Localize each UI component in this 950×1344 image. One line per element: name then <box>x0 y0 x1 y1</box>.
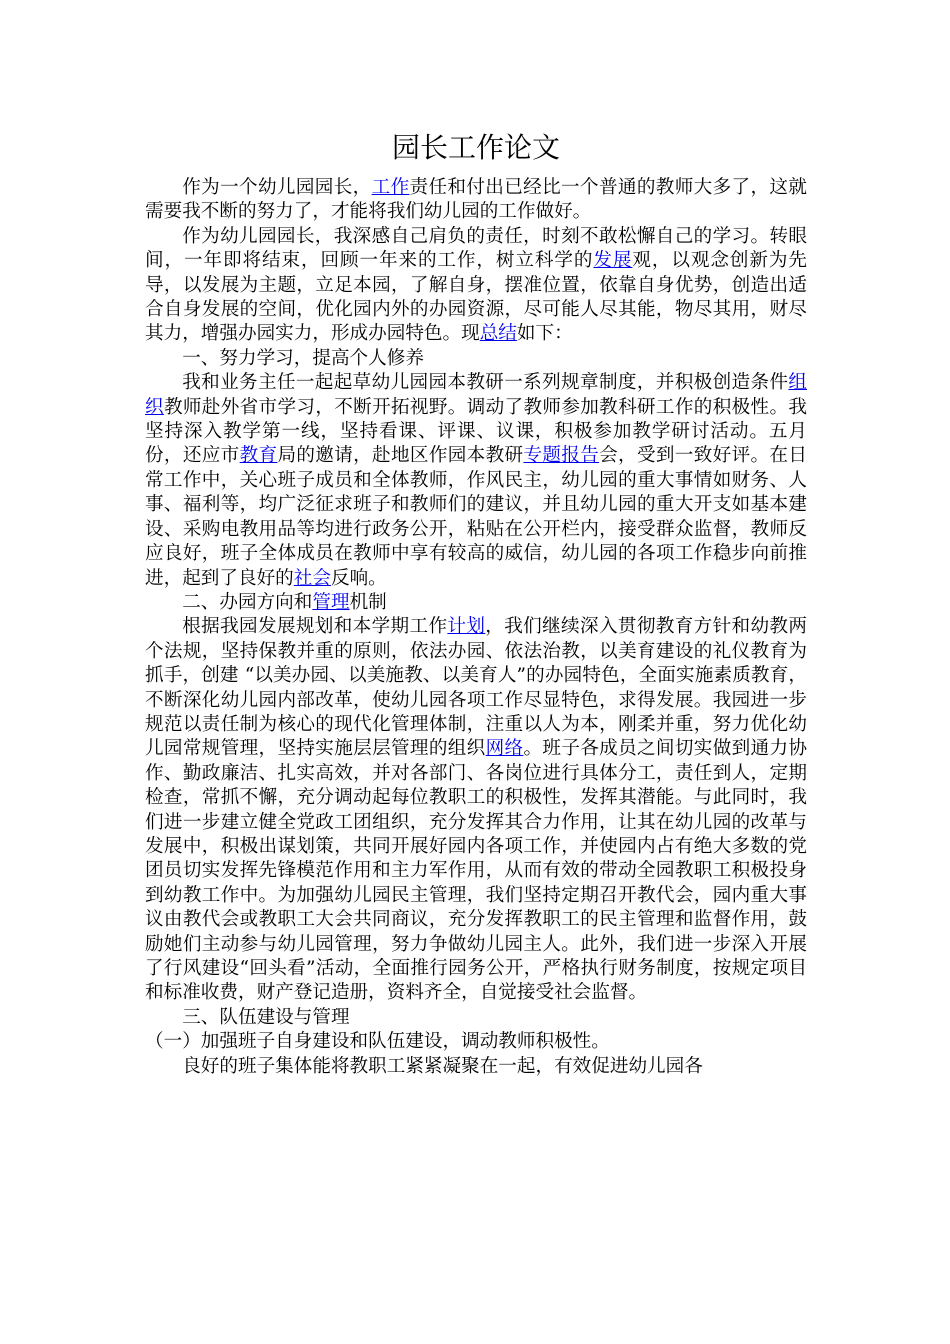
link-network[interactable]: 网络 <box>485 738 524 760</box>
link-summary[interactable]: 总结 <box>479 323 517 345</box>
text-run: 根据我园发展规划和本学期工作 <box>182 616 448 638</box>
text-run: 作为一个幼儿园园长， <box>182 177 372 198</box>
link-special-report[interactable]: 专题报告 <box>523 445 600 467</box>
text-run: 作为幼儿园园长，我深感自己肩负的责任，时刻不敢松懈自己的学习。转眼间，一年即将结束，回顾一年来的工作，树立科学的 <box>145 225 807 272</box>
text-run: 责任和付出已经比一个普通的教师大多了，这就需要我不断的努力了，才能将我们幼儿园的工作做好。 <box>145 177 807 223</box>
link-plan[interactable]: 计划 <box>447 616 486 638</box>
paragraph-intro <box>145 176 807 225</box>
paragraph-reflection <box>145 225 807 347</box>
link-education[interactable]: 教育 <box>239 445 278 467</box>
text-run: 会，受到一致好评。在日常工作中，关心班子成员和全体教师，作风民主，幼儿园的重大事情如财务、人事、福利等，均广泛征求班子和教师们的建议，并且幼儿园的重大开支如基本建设、采购电教用品等均进行政务公开，粘贴在公开栏内，接受群众监督，教师反应良好，班子全体成员在教师中享有较高的威信，幼儿园的各项工作稳步向前推进，起到了良好的 <box>145 445 807 589</box>
link-work[interactable]: 工作 <box>371 177 410 198</box>
text-run: ，我们继续深入贯彻教育方针和幼教两个法规，坚持保教并重的原则，依法办园、依法治教，以美育建设的礼仪教育为抓手，创建 “以美办园、以美施教、以美育人”的办园特色，全面实施素质教育，不断深化幼儿园内部改革，使幼儿园各项工作尽显特色，求得发展。我园进一步规范以责任制为核心的现代化管理体制，注重以人为本，刚柔并重，努力优化幼儿园常规管理，坚持实施层层管理的组织 <box>145 616 807 760</box>
link-management[interactable]: 管理 <box>312 591 350 613</box>
document-page <box>145 126 807 1079</box>
section-heading-3: 三、队伍建设与管理 <box>182 1006 350 1028</box>
paragraph-team: 良好的班子集体能将教职工紧紧凝聚在一起，有效促进幼儿园各 <box>182 1055 703 1077</box>
section-heading-2 <box>145 591 807 615</box>
text-run: 观，以观念创新为先导，以发展为主题，立足本园，了解自身，摆准位置，依靠自身优势，创造出适合自身发展的空间，优化园内外的办园资源，尽可能人尽其能，物尽其用，财尽其力，增强办园实力，形成办园特色。现 <box>145 250 807 345</box>
text-run: 如下： <box>516 323 573 345</box>
link-organize[interactable]: 组织 <box>145 372 807 418</box>
text-run: 反响。 <box>330 567 387 589</box>
document-title: 园长工作论文 <box>391 131 560 164</box>
text-run: 二、办园方向和 <box>182 591 313 613</box>
text-run: 教师赴外省市学习，不断开拓视野。调动了教师参加教科研工作的积极性。我坚持深入教学第一线，坚持看课、评课、议课，积极参加教学研讨活动。五月份，还应市 <box>145 396 807 467</box>
text-run: 机制 <box>349 591 387 613</box>
paragraph-study <box>145 371 807 591</box>
link-development[interactable]: 发展 <box>593 250 633 272</box>
text-run: 我和业务主任一起起草幼儿园园本教研一系列规章制度，并积极创造条件 <box>182 372 789 394</box>
section-heading-1: 一、努力学习，提高个人修养 <box>182 347 424 369</box>
text-run: 局的邀请，赴地区作园本教研 <box>277 445 524 467</box>
subsection-heading-1: （一）加强班子自身建设和队伍建设，调动教师积极性。 <box>145 1031 610 1053</box>
paragraph-management <box>145 615 807 1006</box>
text-run: 。班子各成员之间切实做到通力协作、勤政廉洁、扎实高效，并对各部门、各岗位进行具体分工，责任到人，定期检查，常抓不懈，充分调动起每位教职工的积极性，发挥其潜能。与此同时，我们进一步建立健全党政工团组织，充分发挥其合力作用，让其在幼儿园的改革与发展中，积极出谋划策，共同开展好园内各项工作，并使园内占有绝大多数的党团员切实发挥先锋模范作用和主力军作用，从而有效的带动全园教职工积极投身到幼教工作中。为加强幼儿园民主管理，我们坚持定期召开教代会，园内重大事议由教代会或教职工大会共同商议，充分发挥教职工的民主管理和监督作用，鼓励她们主动参与幼儿园管理，努力争做幼儿园主人。此外，我们进一步深入开展了行风建设“回头看”活动，全面推行园务公开，严格执行财务制度，按规定项目和标准收费，财产登记造册，资料齐全，自觉接受社会监督。 <box>145 738 807 1004</box>
link-society[interactable]: 社会 <box>293 567 331 589</box>
